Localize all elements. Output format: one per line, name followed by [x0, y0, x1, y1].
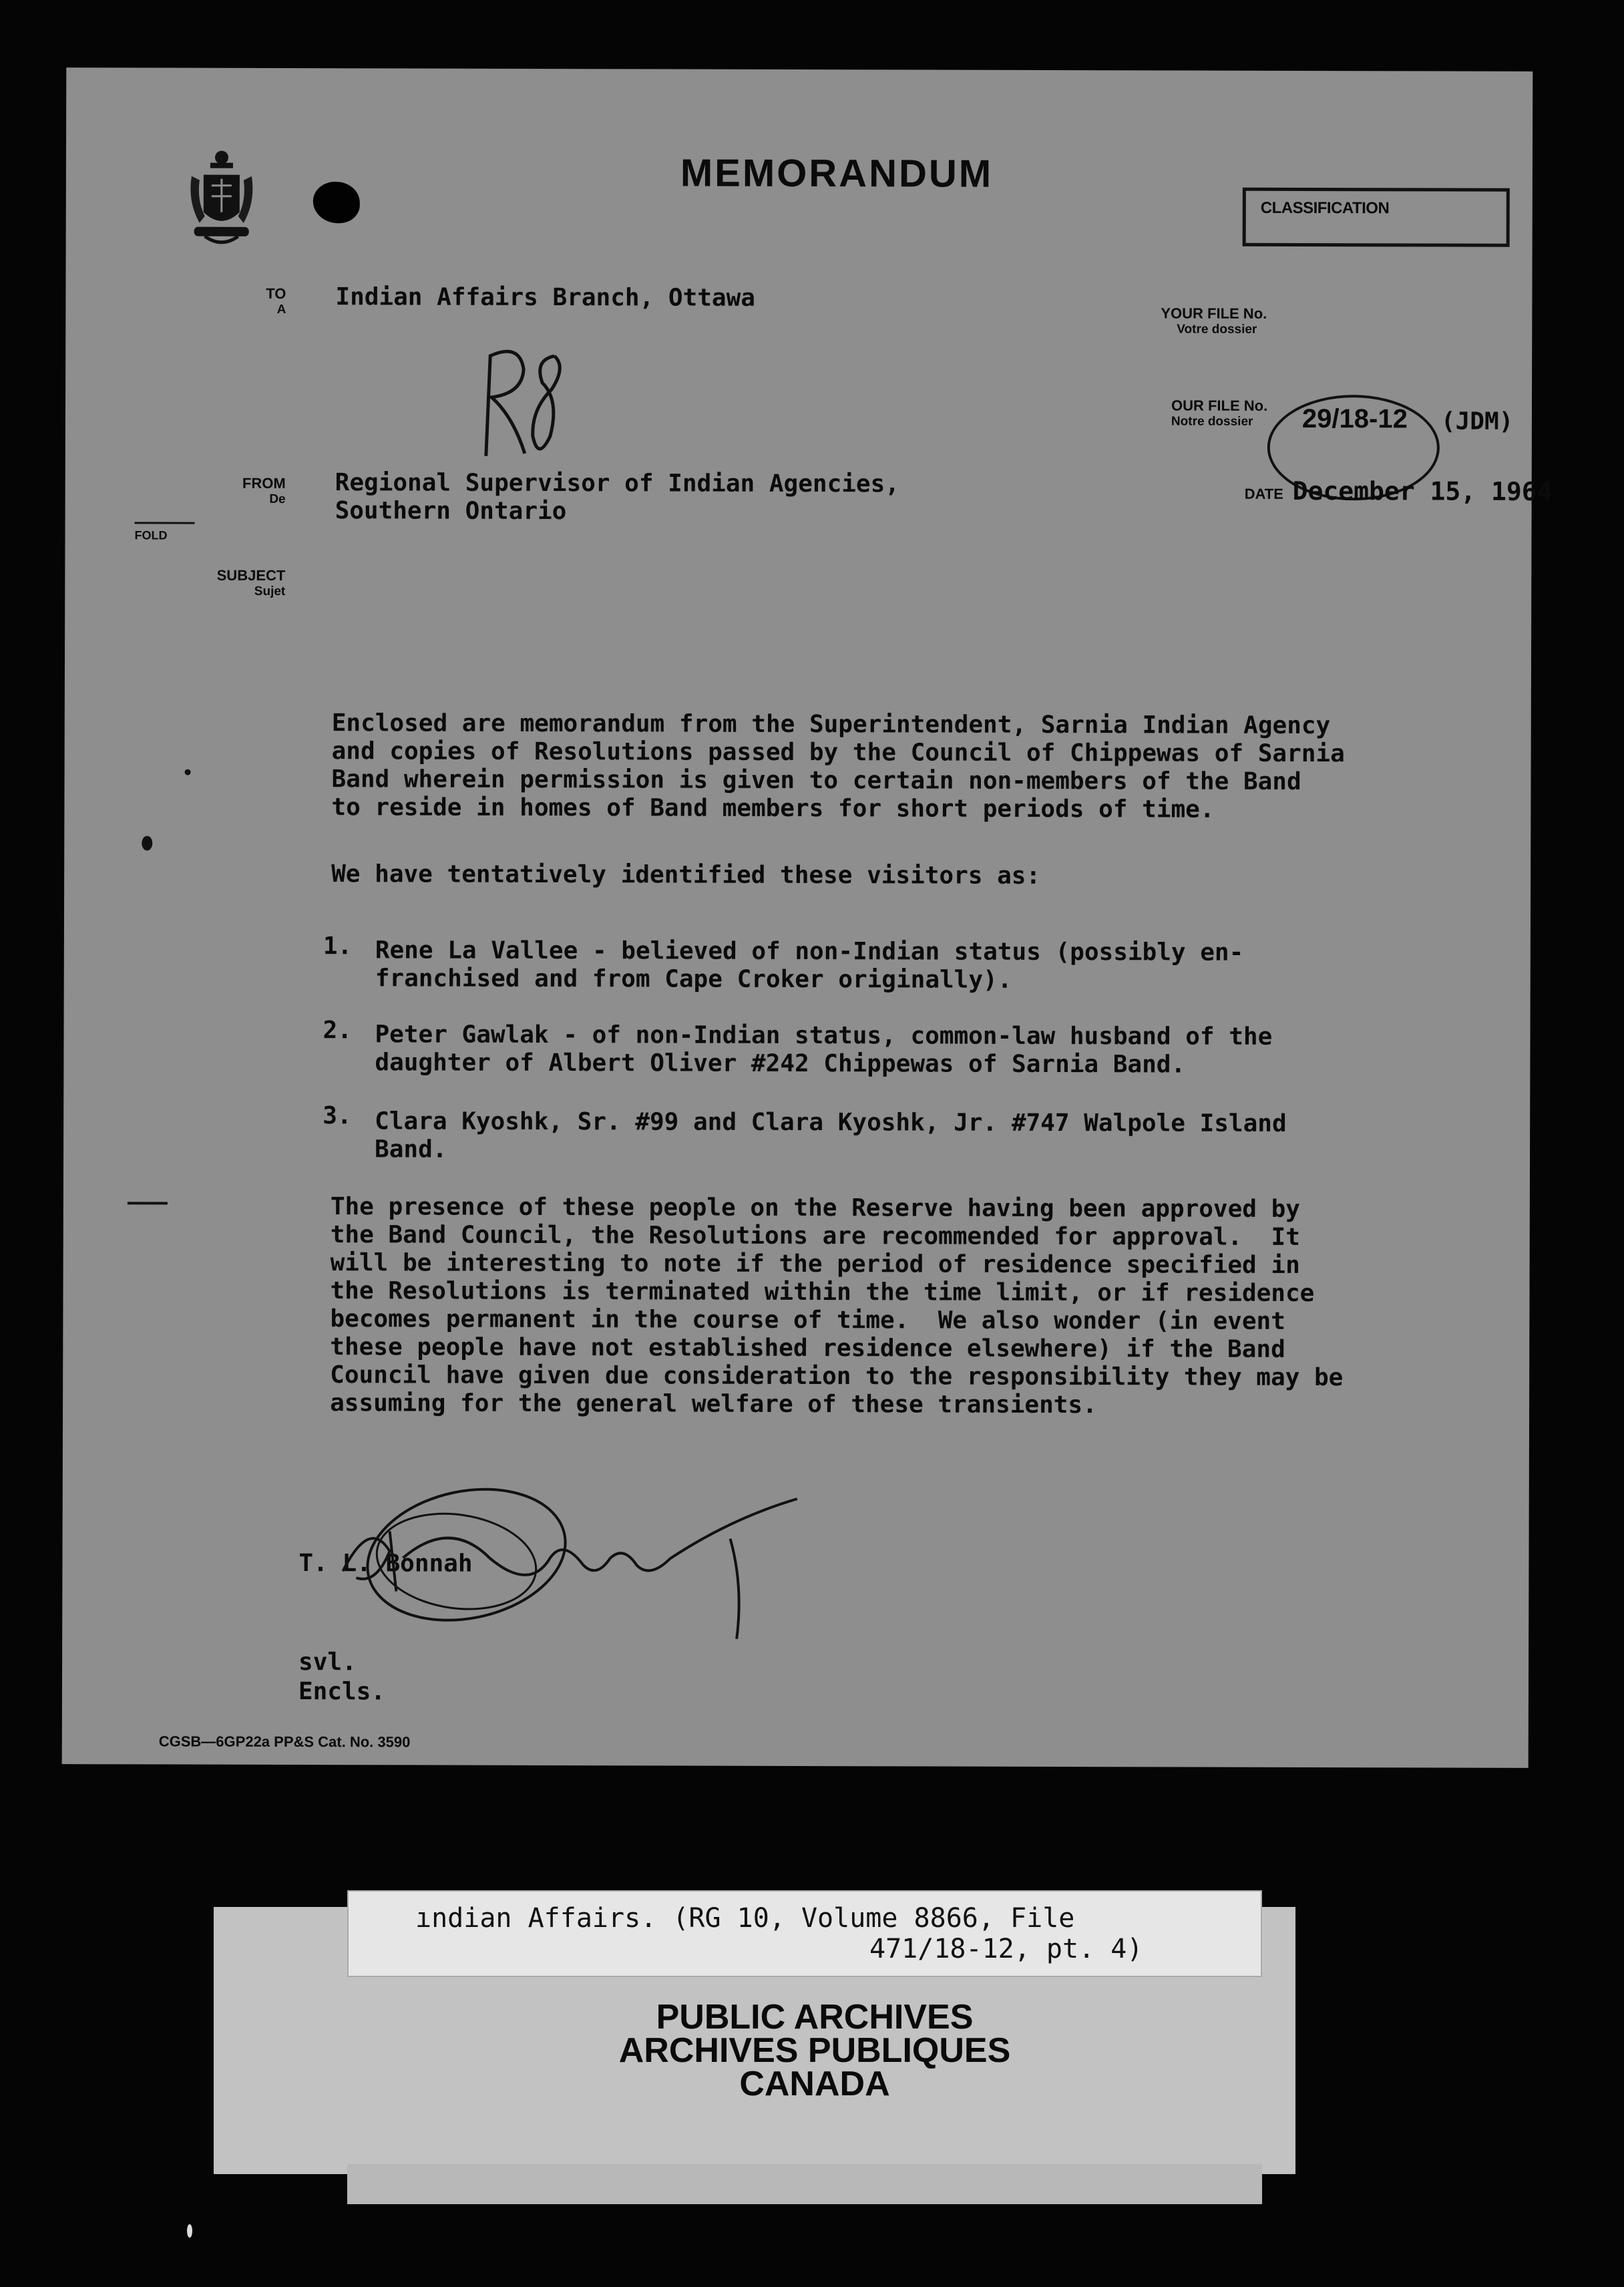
classification-label: CLASSIFICATION — [1260, 198, 1390, 218]
item-3-line: Clara Kyoshk, Sr. #99 and Clara Kyoshk, Jr. #747 Walpole Island — [375, 1107, 1287, 1137]
coat-of-arms-icon — [185, 148, 258, 248]
paragraph-1-line: and copies of Resolutions passed by the Council of Chippewas of Sarnia — [331, 737, 1345, 768]
stamp-line-1: PUBLIC ARCHIVES — [656, 1998, 974, 2037]
ink-blot — [313, 182, 360, 223]
paragraph-1-line: Enclosed are memorandum from the Superintendent, Sarnia Indian Agency — [331, 709, 1331, 740]
archive-stamp — [374, 2000, 1255, 2101]
stamp-line-2: ARCHIVES PUBLIQUES — [618, 2031, 1011, 2070]
subject-label — [205, 568, 285, 600]
archive-reference-strip — [347, 1890, 1262, 1977]
from-line-1: Regional Supervisor of Indian Agencies, — [335, 469, 900, 498]
your-file-label — [1161, 305, 1267, 337]
archive-card-tab — [347, 2164, 1262, 2204]
paragraph-3-line: these people have not established residence elsewhere) if the Band — [330, 1333, 1285, 1363]
to-label-en: TO — [266, 285, 286, 302]
from-label-en: FROM — [242, 474, 286, 492]
our-file-label-en: OUR FILE No. — [1171, 397, 1268, 414]
archive-ref-line-2: 471/18-12, pt. 4) — [869, 1934, 1143, 1964]
item-1-line: franchised and from Cape Croker originally). — [375, 964, 1012, 994]
handwritten-signature — [329, 1477, 944, 1679]
archive-ref-line-1: ındian Affairs. (RG 10, Volume 8866, File — [415, 1903, 1075, 1934]
stamp-line-3: CANADA — [739, 2065, 890, 2103]
fold-line — [135, 522, 195, 524]
item-3-number: 3. — [323, 1102, 352, 1130]
item-2-number: 2. — [323, 1017, 352, 1045]
subject-label-en: SUBJECT — [216, 566, 286, 584]
paragraph-3-line: Council have given due consideration to the responsibility they may be — [330, 1361, 1344, 1392]
paragraph-3-line: The presence of these people on the Reserve having been approved by — [330, 1193, 1301, 1223]
paragraph-3-line: the Resolutions is terminated within the time limit, or if residence — [330, 1277, 1315, 1308]
to-value: Indian Affairs Branch, Ottawa — [335, 283, 756, 312]
item-2-line: daughter of Albert Oliver #242 Chippewas of Sarnia Band. — [375, 1049, 1186, 1079]
from-label — [232, 476, 286, 508]
enclosures: Encls. — [298, 1678, 386, 1706]
from-line-2: Southern Ontario — [335, 497, 567, 526]
subject-label-fr: Sujet — [254, 584, 286, 598]
item-3-line: Band. — [375, 1135, 447, 1164]
memo-heading: MEMORANDUM — [680, 151, 994, 196]
item-1-line: Rene La Vallee - believed of non-Indian status (possibly en- — [375, 936, 1244, 966]
paragraph-3-line: becomes permanent in the course of time. We also wonder (in event — [330, 1305, 1285, 1335]
handwritten-r8 — [473, 336, 580, 470]
from-label-fr: De — [269, 492, 286, 506]
our-file-label-fr: Notre dossier — [1171, 414, 1253, 429]
form-code: CGSB—6GP22a PP&S Cat. No. 3590 — [158, 1733, 411, 1751]
date-value: December 15, 1964 — [1292, 476, 1553, 506]
our-file-value: 29/18-12 — [1301, 403, 1408, 434]
ink-speck — [185, 769, 191, 775]
item-1-number: 1. — [323, 932, 353, 960]
classification-box — [1243, 188, 1510, 247]
paragraph-1-line: Band wherein permission is given to certain non-members of the Band — [331, 765, 1301, 796]
our-file-label — [1171, 397, 1267, 429]
paragraph-3-line: assuming for the general welfare of these transients. — [330, 1389, 1097, 1419]
item-2-line: Peter Gawlak - of non-Indian status, common-law husband of the — [375, 1021, 1273, 1051]
our-file-suffix: (JDM) — [1440, 407, 1514, 435]
fold-label: FOLD — [134, 528, 168, 542]
film-speck — [187, 2224, 192, 2238]
memorandum-sheet — [62, 67, 1553, 1768]
paragraph-2: We have tentatively identified these visitors as: — [331, 860, 1041, 890]
your-file-label-en: YOUR FILE No. — [1161, 305, 1267, 322]
paragraph-1-line: to reside in homes of Band members for short periods of time. — [331, 794, 1215, 824]
margin-mark — [128, 1202, 168, 1204]
your-file-label-fr: Votre dossier — [1177, 322, 1257, 337]
to-label — [232, 286, 286, 318]
paragraph-3-line: the Band Council, the Resolutions are recommended for approval. It — [330, 1221, 1300, 1251]
date-label: DATE — [1244, 485, 1283, 502]
paragraph-3-line: will be interesting to note if the period of residence specified in — [330, 1249, 1300, 1279]
typist-initials: svl. — [298, 1648, 357, 1677]
to-label-fr: A — [276, 302, 286, 317]
ink-speck — [142, 836, 152, 850]
signatory-name: T. L. Bonnah — [298, 1550, 473, 1578]
